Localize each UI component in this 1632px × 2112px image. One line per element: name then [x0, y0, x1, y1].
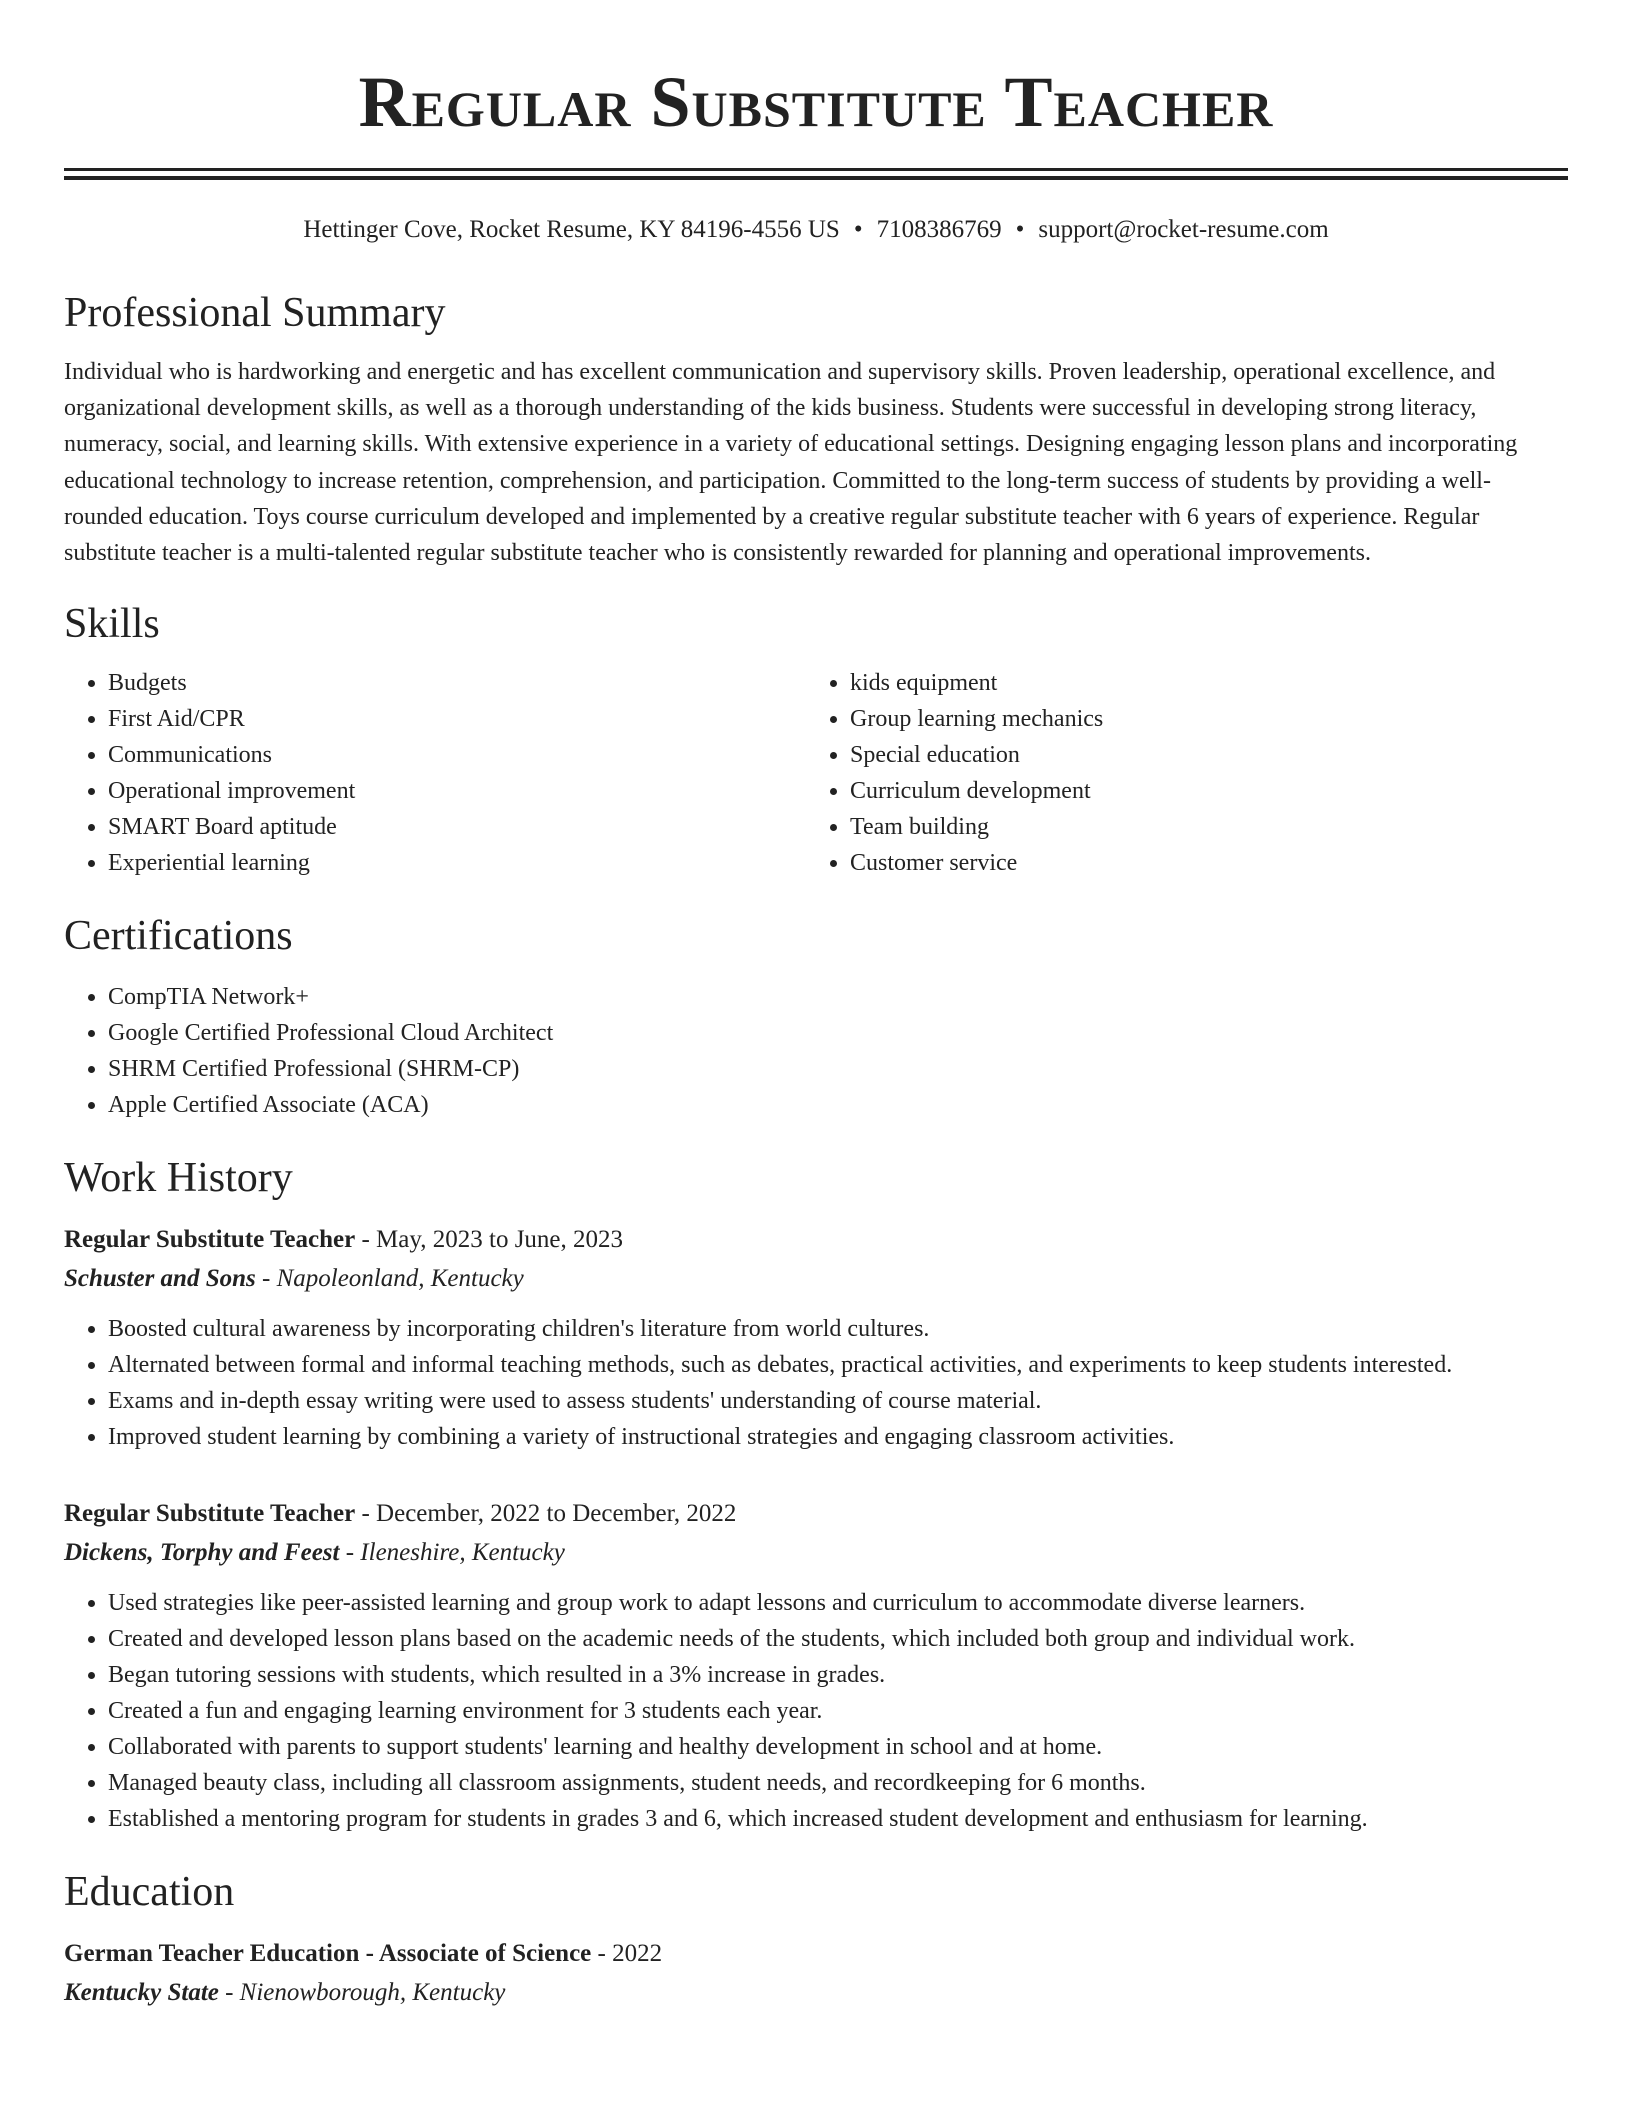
- resume-title: Regular Substitute Teacher: [358, 62, 1274, 142]
- skills-list: [64, 665, 1568, 881]
- skill-item: • SMART Board aptitude: [108, 809, 806, 845]
- job-bullet: • Collaborated with parents to support students' learning and healthy development in school and at home.: [108, 1729, 1568, 1765]
- title-divider: [64, 168, 1568, 180]
- school-name: Kentucky State: [64, 1979, 219, 2007]
- job-bullet: • Improved student learning by combining a variety of instructional strategies and engaging classroom activities.: [108, 1419, 1568, 1455]
- job-title: Regular Substitute Teacher: [64, 1500, 356, 1528]
- job-company: Dickens, Torphy and Feest: [64, 1539, 340, 1567]
- contact-separator: •: [1015, 216, 1025, 243]
- job-bullet: • Used strategies like peer-assisted learning and group work to adapt lessons and curriculum to accommodate diverse learners.: [108, 1585, 1568, 1621]
- contact-address: Hettinger Cove, Rocket Resume, KY 84196-4556 US: [303, 216, 840, 243]
- skills-heading: Skills: [64, 601, 160, 648]
- job-company-line: [64, 1533, 1568, 1573]
- skills-column-left: [64, 665, 806, 881]
- skill-item: • kids equipment: [850, 665, 1548, 701]
- certification-item: • Apple Certified Associate (ACA): [108, 1087, 1568, 1123]
- contact-phone: 7108386769: [876, 216, 1002, 243]
- education-entry: [64, 1935, 1568, 2013]
- job-company: Schuster and Sons: [64, 1265, 256, 1293]
- certifications-list: [64, 979, 1568, 1123]
- job-entry: [64, 1495, 1568, 1837]
- job-dates: - December, 2022 to December, 2022: [361, 1500, 737, 1528]
- skill-item: • Communications: [108, 737, 806, 773]
- education-heading: Education: [64, 1869, 235, 1916]
- job-location: - Napoleonland, Kentucky: [262, 1265, 524, 1293]
- job-bullet: • Created a fun and engaging learning environment for 3 students each year.: [108, 1693, 1568, 1729]
- summary-heading: Professional Summary: [64, 290, 446, 336]
- job-bullet: • Boosted cultural awareness by incorporating children's literature from world cultures.: [108, 1311, 1568, 1347]
- job-bullet: • Began tutoring sessions with students, which resulted in a 3% increase in grades.: [108, 1657, 1568, 1693]
- skill-item: • Group learning mechanics: [850, 701, 1548, 737]
- skill-item: • Experiential learning: [108, 845, 806, 881]
- skills-column-right: [806, 665, 1548, 881]
- skill-item: • First Aid/CPR: [108, 701, 806, 737]
- job-bullet: • Established a mentoring program for students in grades 3 and 6, which increased student development and enthusiasm for learning.: [108, 1801, 1568, 1837]
- graduation-year: - 2022: [597, 1940, 663, 1968]
- skill-item: • Special education: [850, 737, 1548, 773]
- contact-separator: •: [853, 216, 863, 243]
- skill-item: • Customer service: [850, 845, 1548, 881]
- job-bullets: [64, 1585, 1568, 1837]
- job-title-line: [64, 1221, 1568, 1259]
- job-dates: - May, 2023 to June, 2023: [361, 1226, 624, 1254]
- job-bullet: • Alternated between formal and informal teaching methods, such as debates, practical activities, and experiments to keep students interested.: [108, 1347, 1568, 1383]
- skill-item: • Team building: [850, 809, 1548, 845]
- summary-text: Individual who is hardworking and energetic and has excellent communication and supervisory skills. Proven leadership, operational excellence, and organizational development skills, as well as a thorough understanding of the kids business. Students were successful in developing strong literacy, numeracy, social, and learning skills. With extensive experience in a variety of educational settings. Designing engaging lesson plans and incorporating educational technology to increase retention, comprehension, and participation. Committed to the long-term success of students by providing a well-rounded education. Toys course curriculum developed and implemented by a creative regular substitute teacher with 6 years of experience. Regular substitute teacher is a multi-talented regular substitute teacher who is consistently rewarded for planning and operational improvements.: [64, 359, 1518, 567]
- job-location: - Ileneshire, Kentucky: [345, 1539, 565, 1567]
- job-title: Regular Substitute Teacher: [64, 1226, 356, 1254]
- job-title-line: [64, 1495, 1568, 1533]
- certification-item: • CompTIA Network+: [108, 979, 1568, 1015]
- certifications-heading: Certifications: [64, 913, 293, 960]
- degree-line: [64, 1935, 1568, 1973]
- skill-item: • Budgets: [108, 665, 806, 701]
- contact-line: [64, 214, 1568, 246]
- certification-item: • SHRM Certified Professional (SHRM-CP): [108, 1051, 1568, 1087]
- school-line: [64, 1973, 1568, 2013]
- degree: German Teacher Education - Associate of Science: [64, 1940, 592, 1968]
- skill-item: • Curriculum development: [850, 773, 1548, 809]
- school-location: - Nienowborough, Kentucky: [225, 1979, 506, 2007]
- skill-item: • Operational improvement: [108, 773, 806, 809]
- work-history-heading: Work History: [64, 1155, 293, 1202]
- job-bullet: • Exams and in-depth essay writing were used to assess students' understanding of course material.: [108, 1383, 1568, 1419]
- contact-email: support@rocket-resume.com: [1038, 216, 1329, 243]
- job-company-line: [64, 1259, 1568, 1299]
- certification-item: • Google Certified Professional Cloud Architect: [108, 1015, 1568, 1051]
- job-bullets: [64, 1311, 1568, 1455]
- job-entry: [64, 1221, 1568, 1455]
- job-bullet: • Managed beauty class, including all classroom assignments, student needs, and recordkeeping for 6 months.: [108, 1765, 1568, 1801]
- job-bullet: • Created and developed lesson plans based on the academic needs of the students, which included both group and individual work.: [108, 1621, 1568, 1657]
